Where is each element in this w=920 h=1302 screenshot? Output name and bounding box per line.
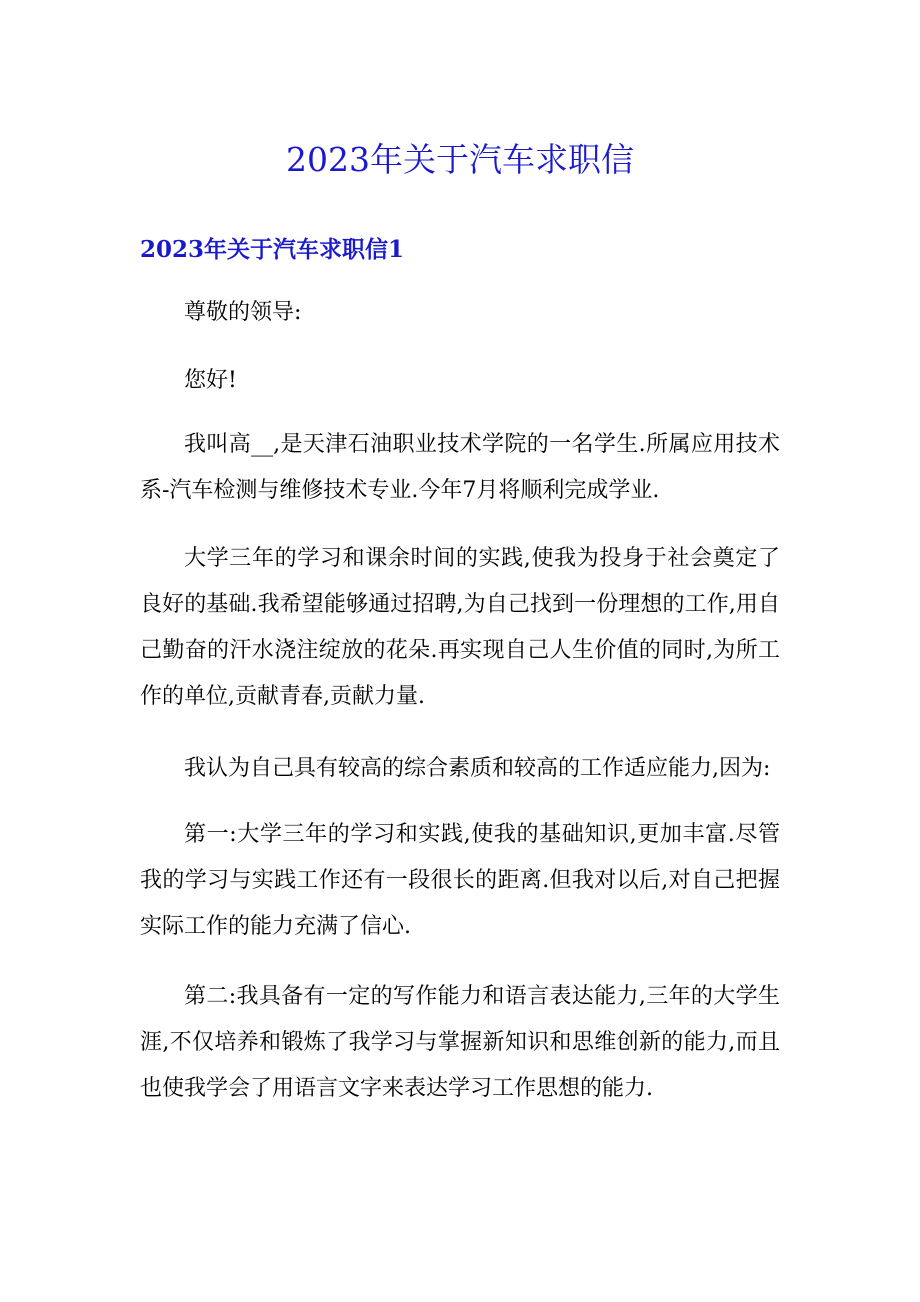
document-title: 2023年关于汽车求职信 bbox=[286, 140, 634, 179]
section-heading: 2023年关于汽车求职信1 bbox=[140, 236, 405, 263]
greeting-paragraph: 您好! bbox=[184, 368, 237, 393]
qualities-paragraph: 我认为自己具有较高的综合素质和较高的工作适应能力,因为: bbox=[184, 756, 771, 781]
point-two-paragraph: 第二:我具备有一定的写作能力和语言表达能力,三年的大学生涯,不仅培养和锻炼了我学习与掌握新知识和思维创新的能力,而且也使我学会了用语言文字来表达学习工作思想的能力. bbox=[140, 984, 780, 1101]
point-one-paragraph: 第一:大学三年的学习和实践,使我的基础知识,更加丰富.尽管我的学习与实践工作还有一段很长的距离.但我对以后,对自己把握实际工作的能力充满了信心. bbox=[140, 822, 780, 939]
intro-paragraph: 我叫高__,是天津石油职业技术学院的一名学生.所属应用技术系-汽车检测与维修技术专业.今年7月将顺利完成学业. bbox=[140, 432, 780, 503]
experience-paragraph: 大学三年的学习和课余时间的实践,使我为投身于社会奠定了良好的基础.我希望能够通过招聘,为自己找到一份理想的工作,用自己勤奋的汗水浇注绽放的花朵.再实现自己人生价值的同时,为所工作的单位,贡献青春,贡献力量. bbox=[140, 546, 780, 709]
salutation-paragraph: 尊敬的领导: bbox=[184, 300, 302, 325]
